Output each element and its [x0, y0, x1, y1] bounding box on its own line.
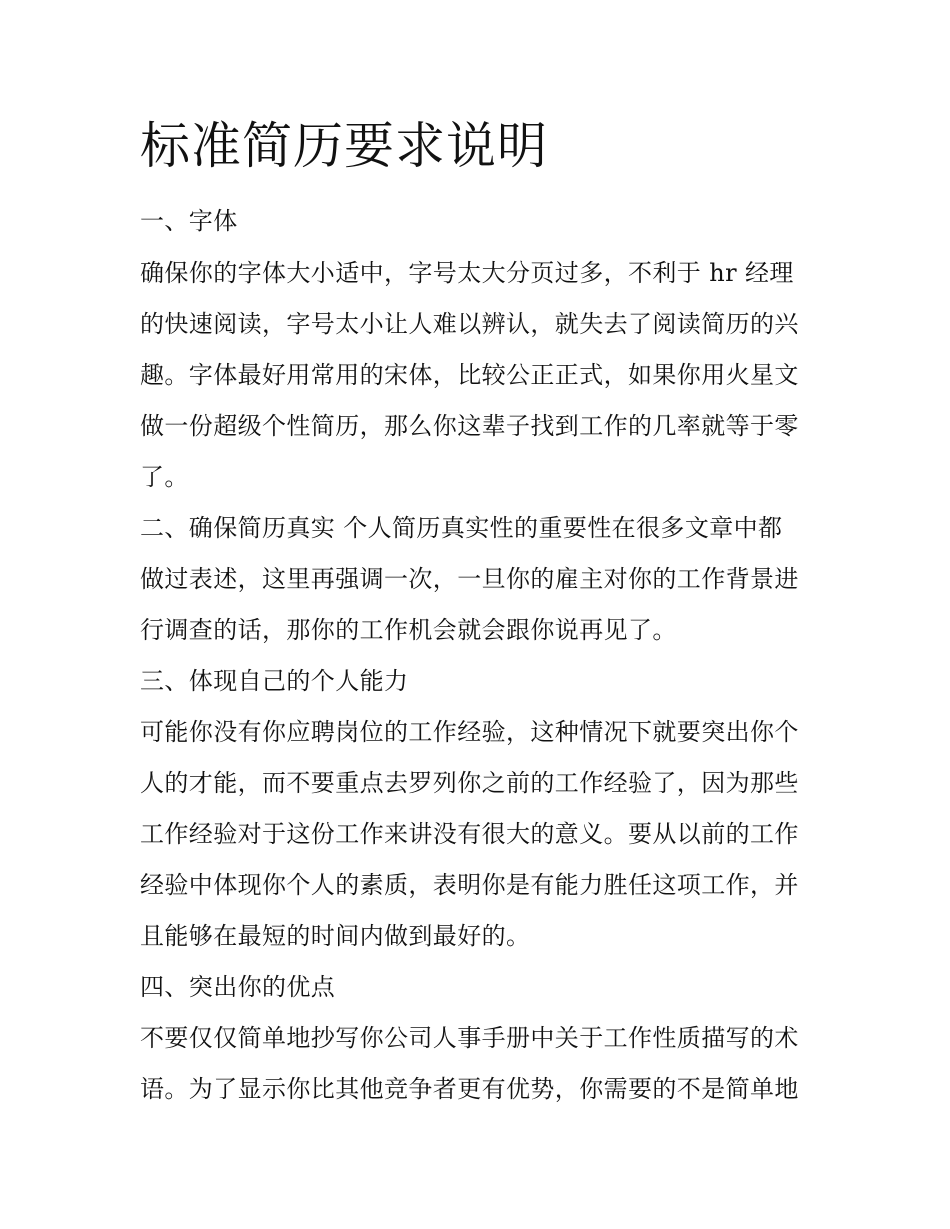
paragraph-line: 确保你的字体大小适中，字号太大分页过多，不利于 hr 经理 [140, 259, 794, 287]
paragraph-line: 做一份超级个性简历，那么你这辈子找到工作的几率就等于零 [140, 412, 799, 440]
paragraph-line: 语。为了显示你比其他竞争者更有优势，你需要的不是简单地 [140, 1075, 799, 1103]
paragraph-line: 且能够在最短的时间内做到最好的。 [140, 922, 531, 950]
paragraph-line: 可能你没有你应聘岗位的工作经验，这种情况下就要突出你个 [140, 718, 799, 746]
paragraph-line: 人的才能，而不要重点去罗列你之前的工作经验了，因为那些 [140, 769, 799, 797]
section-heading-strengths: 四、突出你的优点 [140, 973, 336, 1001]
paragraph-line: 趣。字体最好用常用的宋体，比较公正正式，如果你用火星文 [140, 361, 799, 389]
paragraph-line: 不要仅仅简单地抄写你公司人事手册中关于工作性质描写的术 [140, 1024, 799, 1052]
section-heading-authentic: 二、确保简历真实 个人简历真实性的重要性在很多文章中都 [140, 514, 783, 542]
paragraph-line: 了。 [140, 463, 189, 491]
paragraph-line: 的快速阅读，字号太小让人难以辨认，就失去了阅读简历的兴 [140, 310, 799, 338]
paragraph-line: 行调查的话，那你的工作机会就会跟你说再见了。 [140, 616, 677, 644]
paragraph-line: 工作经验对于这份工作来讲没有很大的意义。要从以前的工作 [140, 820, 799, 848]
paragraph-line: 经验中体现你个人的素质，表明你是有能力胜任这项工作，并 [140, 871, 799, 899]
paragraph-line: 做过表述，这里再强调一次，一旦你的雇主对你的工作背景进 [140, 565, 799, 593]
document-title: 标准简历要求说明 [140, 117, 548, 175]
section-heading-font: 一、字体 [140, 207, 238, 235]
section-heading-ability: 三、体现自己的个人能力 [140, 667, 409, 695]
